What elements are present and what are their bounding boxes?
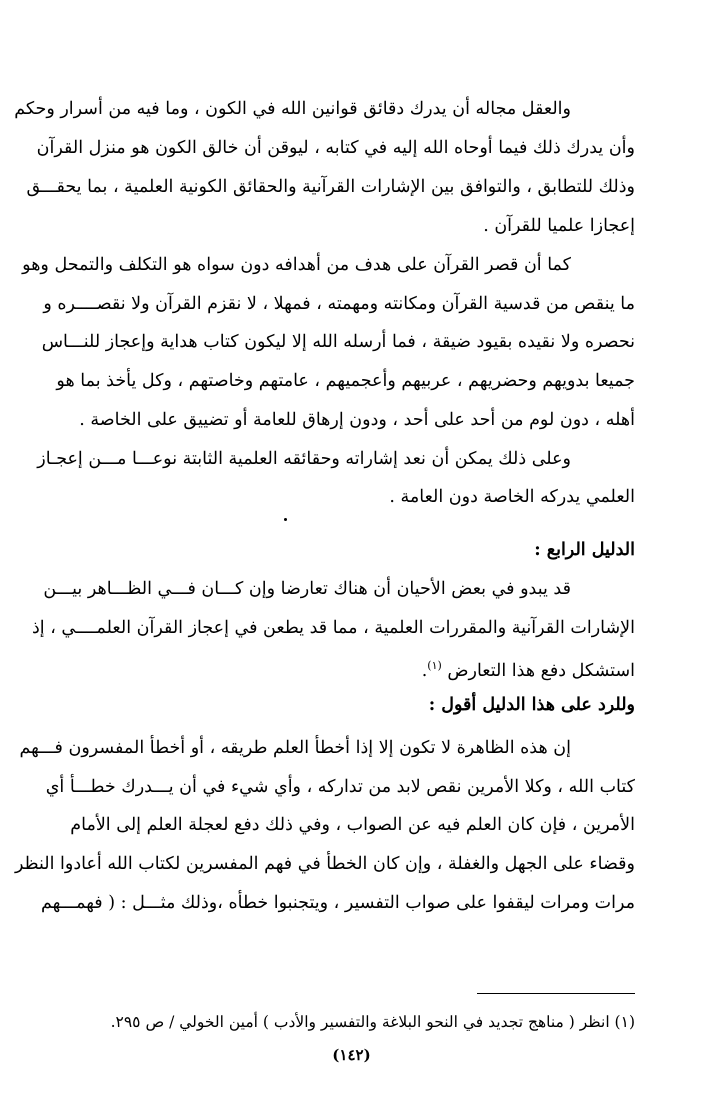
footnote-reference: (١) xyxy=(427,659,442,672)
body-line-13: قد يبدو في بعض الأحيان أن هناك تعارضا وإن كـــان فـــي الظـــاهر بيـــن xyxy=(43,579,571,599)
body-line-19: الأمرين ، فإن كان العلم فيه عن الصواب ، وفي ذلك دفع لعجلة العلم إلى الأمام xyxy=(70,815,635,835)
body-line-15-text: استشكل دفع هذا التعارض xyxy=(447,660,635,681)
body-line-9: أهله ، دون لوم من أحد على أحد ، ودون إرهاق للعامة أو تضييق على الخاصة . xyxy=(79,410,635,430)
body-line-6: ما ينقص من قدسية القرآن ومكانته ومهمته ، فمهلا ، لا نقزم القرآن ولا نقصــــره و xyxy=(43,294,635,314)
footnote: (١) انظر ( مناهج تجديد في النحو البلاغة والتفسير والأدب ) أمين الخولي / ص ٢٩٥. xyxy=(110,1013,635,1031)
body-line-11: العلمي يدركه الخاصة دون العامة . xyxy=(389,487,635,507)
body-line-8: جميعا بدويهم وحضريهم ، عربيهم وأعجميهم ، عامتهم وخاصتهم ، وكل يأخذ بما هو xyxy=(56,371,635,391)
body-line-5: كما أن قصر القرآن على هدف من أهدافه دون سواه هو التكلف والتمحل وهو xyxy=(22,255,571,275)
body-line-20: وقضاء على الجهل والغفلة ، وإن كان الخطأ في فهم المفسرين لكتاب الله أعادوا النظر xyxy=(14,854,635,874)
reply-heading: وللرد على هذا الدليل أقول : xyxy=(428,695,635,715)
body-line-7: نحصره ولا نقيده بقيود ضيقة ، فما أرسله الله إلا ليكون كتاب هداية وإعجاز للنـــاس xyxy=(41,332,635,352)
body-line-4: إعجازا علميا للقرآن . xyxy=(483,216,635,236)
page-number: (١٤٢) xyxy=(332,1046,371,1064)
stray-mark xyxy=(284,518,287,521)
body-line-17: إن هذه الظاهرة لا تكون إلا إذا أخطأ العلم طريقه ، أو أخطأ المفسرون فـــهم xyxy=(19,738,571,758)
body-line-3: وذلك للتطابق ، والتوافق بين الإشارات القرآنية والحقائق الكونية العلمية ، بما يحقـــق xyxy=(26,177,635,197)
body-line-14: الإشارات القرآنية والمقررات العلمية ، مما قد يطعن في إعجاز القرآن العلمــــي ، إذ xyxy=(31,618,635,638)
body-line-2: وأن يدرك ذلك فيما أوحاه الله إليه في كتابه ، ليوقن أن خالق الكون هو منزل القرآن xyxy=(36,138,635,158)
body-line-10: وعلى ذلك يمكن أن نعد إشاراته وحقائقه العلمية الثابتة نوعـــا مـــن إعجـاز xyxy=(37,449,571,469)
body-line-21: مرات ومرات ليقفوا على صواب التفسير ، ويتجنبوا خطأه ،وذلك مثـــل : ( فهمـــهم xyxy=(41,893,635,913)
footnote-separator xyxy=(477,993,635,994)
section-heading: الدليل الرابع : xyxy=(534,540,635,560)
body-line-15: استشكل دفع هذا التعارض $^{(١)}$. xyxy=(421,659,635,681)
body-line-1: والعقل مجاله أن يدرك دقائق قوانين الله في الكون ، وما فيه من أسرار وحكم xyxy=(14,99,571,119)
body-line-18: كتاب الله ، وكلا الأمرين نقص لابد من تداركه ، وأي شيء في أن يـــدرك خطـــأ أي xyxy=(45,777,635,797)
